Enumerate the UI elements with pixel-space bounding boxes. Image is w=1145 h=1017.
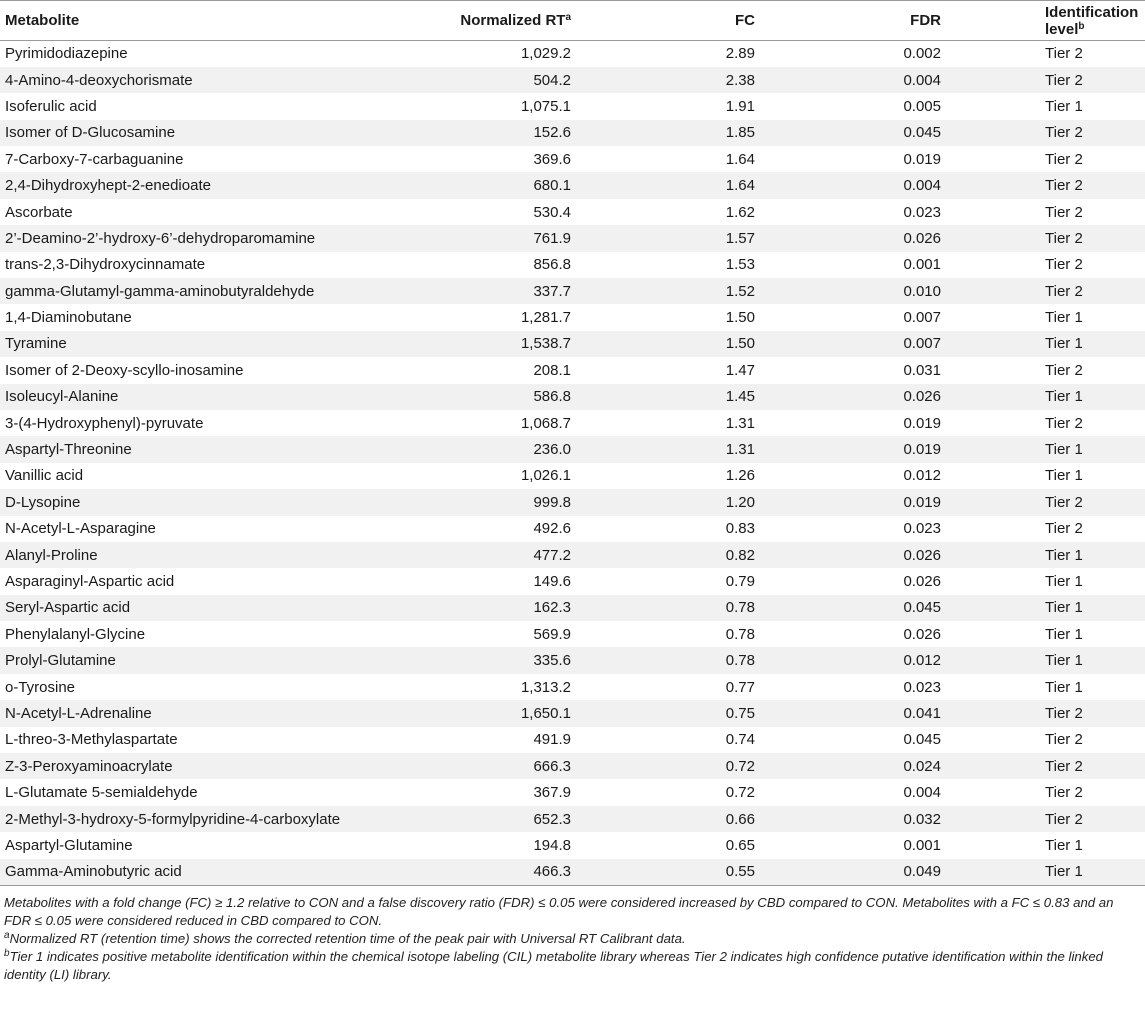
footnote-a: $^a$Normalized RT (retention time) shows the corrected retention time of the peak pair with Universal RT Calibrant data. — [4, 929, 686, 946]
cell-metabolite: 7-Carboxy-7-carbaguanine — [5, 150, 184, 168]
cell-metabolite: N-Acetyl-L-Asparagine — [5, 520, 156, 538]
cell-normalized-rt: 162.3 — [445, 595, 571, 621]
cell-fc: 1.50 — [725, 309, 755, 327]
cell-metabolite: Z-3-Peroxyaminoacrylate — [0, 753, 445, 779]
table-row — [0, 146, 1145, 172]
cell-fdr: 0.019 — [903, 150, 941, 168]
cell-metabolite: 3-(4-Hydroxyphenyl)-pyruvate — [5, 414, 204, 432]
cell-identification-level: Tier 2 — [1045, 414, 1083, 432]
cell-identification-level: Tier 2 — [1045, 520, 1083, 538]
cell-metabolite: Isomer of 2-Deoxy-scyllo-inosamine — [5, 361, 244, 379]
cell-normalized-rt: 466.3 — [445, 859, 571, 885]
cell-normalized-rt: 1,075.1 — [520, 97, 571, 115]
cell-metabolite: Isoleucyl-Alanine — [0, 384, 445, 410]
cell-fc: 0.66 — [571, 806, 755, 832]
table-row — [0, 859, 1145, 885]
cell-metabolite: Isomer of D-Glucosamine — [0, 120, 445, 146]
cell-fdr: 0.005 — [903, 97, 941, 115]
table-row — [0, 384, 1145, 410]
cell-fc: 1.57 — [571, 225, 755, 251]
cell-fdr: 0.012 — [755, 647, 941, 673]
cell-metabolite: gamma-Glutamyl-gamma-aminobutyraldehyde — [0, 278, 445, 304]
cell-fc: 1.20 — [571, 489, 755, 515]
cell-normalized-rt: 194.8 — [533, 836, 571, 854]
cell-metabolite: 2-Methyl-3-hydroxy-5-formylpyridine-4-carboxylate — [0, 806, 445, 832]
table-row — [0, 674, 1145, 700]
table-row — [0, 120, 1145, 146]
cell-normalized-rt: 652.3 — [445, 806, 571, 832]
cell-identification-level: Tier 1 — [1045, 625, 1083, 643]
cell-normalized-rt: 152.6 — [445, 120, 571, 146]
cell-normalized-rt: 680.1 — [445, 172, 571, 198]
cell-fdr: 0.045 — [903, 731, 941, 749]
cell-fdr: 0.032 — [755, 806, 941, 832]
table-row — [0, 331, 1145, 357]
cell-metabolite: Aspartyl-Glutamine — [5, 836, 133, 854]
cell-normalized-rt: 1,313.2 — [520, 678, 571, 696]
cell-fc: 1.64 — [571, 172, 755, 198]
cell-fc: 0.77 — [725, 678, 755, 696]
cell-identification-level: Tier 2 — [941, 753, 1145, 779]
cell-identification-level: Tier 2 — [1045, 731, 1083, 749]
cell-metabolite: L-threo-3-Methylaspartate — [5, 731, 178, 749]
cell-fdr: 0.023 — [903, 520, 941, 538]
cell-fdr: 0.023 — [903, 203, 941, 221]
cell-identification-level: Tier 1 — [1045, 467, 1083, 485]
cell-fdr: 0.019 — [755, 436, 941, 462]
table-row — [0, 463, 1145, 489]
cell-fc: 2.38 — [571, 67, 755, 93]
cell-fc: 1.53 — [725, 256, 755, 274]
cell-fdr: 0.019 — [903, 414, 941, 432]
table-row — [0, 727, 1145, 753]
cell-metabolite: 1,4-Diaminobutane — [5, 309, 132, 327]
cell-identification-level: Tier 1 — [1045, 309, 1083, 327]
cell-normalized-rt: 1,029.2 — [520, 45, 571, 63]
table-row — [0, 252, 1145, 278]
cell-metabolite: Seryl-Aspartic acid — [0, 595, 445, 621]
cell-normalized-rt: 1,026.1 — [520, 467, 571, 485]
cell-fc: 1.50 — [571, 331, 755, 357]
cell-identification-level: Tier 1 — [941, 436, 1145, 462]
cell-metabolite: Isoferulic acid — [5, 97, 97, 115]
cell-fdr: 0.026 — [755, 384, 941, 410]
cell-fdr: 0.045 — [755, 120, 941, 146]
cell-fdr: 0.004 — [755, 67, 941, 93]
table-row — [0, 436, 1145, 462]
cell-normalized-rt: 367.9 — [533, 784, 571, 802]
footnote-b: $^b$Tier 1 indicates positive metabolite identification within the chemical isotope labeling (CIL) metabolite library whereas Tier 2 indicates high confidence putative identification within the linked identity (LI) library. — [4, 947, 1104, 982]
cell-fdr: 0.023 — [903, 678, 941, 696]
table-body — [0, 41, 1145, 886]
cell-fdr: 0.026 — [903, 573, 941, 590]
cell-identification-level: Tier 2 — [941, 172, 1145, 198]
cell-identification-level: Tier 1 — [1045, 573, 1083, 590]
cell-fc: 0.74 — [725, 731, 755, 749]
table-row — [0, 700, 1145, 726]
cell-fc: 0.78 — [571, 647, 755, 673]
cell-fdr: 0.019 — [755, 489, 941, 515]
cell-normalized-rt: 477.2 — [445, 542, 571, 568]
footnote-main: Metabolites with a fold change (FC) ≥ 1.2 relative to CON and a false discovery ratio (FDR) ≤ 0.05 were considered increased by CBD compared to CON. Metabolites with a FC ≤ 0.83 and an FDR ≤ 0.05 were considered reduced in CBD compared to CON. — [4, 894, 1114, 928]
cell-fdr: 0.031 — [903, 361, 941, 379]
cell-fc: 1.85 — [571, 120, 755, 146]
header-metabolite: Metabolite — [0, 1, 445, 41]
cell-metabolite: Vanillic acid — [5, 467, 84, 485]
cell-fc: 0.78 — [725, 625, 755, 643]
cell-fdr: 0.026 — [755, 542, 941, 568]
cell-metabolite: Prolyl-Glutamine — [0, 647, 445, 673]
footnote-marker-a: a — [565, 12, 571, 23]
cell-fdr: 0.007 — [903, 309, 941, 327]
cell-identification-level: Tier 1 — [941, 384, 1145, 410]
table-row — [0, 647, 1145, 673]
cell-fc: 0.79 — [725, 573, 755, 590]
table-footnotes — [0, 894, 1145, 984]
table-row — [0, 199, 1145, 225]
cell-metabolite: Phenylalanyl-Glycine — [5, 625, 146, 643]
table-row — [0, 93, 1145, 119]
cell-fc: 0.55 — [571, 859, 755, 885]
cell-identification-level: Tier 2 — [1045, 361, 1083, 379]
cell-normalized-rt: 999.8 — [445, 489, 571, 515]
cell-fdr: 0.001 — [903, 256, 941, 274]
cell-fc: 0.78 — [571, 595, 755, 621]
cell-fc: 0.65 — [725, 836, 755, 854]
cell-identification-level: Tier 2 — [941, 67, 1145, 93]
cell-metabolite: Aspartyl-Threonine — [0, 436, 445, 462]
table-row — [0, 41, 1145, 67]
cell-identification-level: Tier 2 — [1045, 784, 1083, 802]
table-row — [0, 779, 1145, 805]
table-row — [0, 489, 1145, 515]
cell-normalized-rt: 369.6 — [533, 150, 571, 168]
cell-fc: 0.72 — [725, 784, 755, 802]
cell-metabolite: N-Acetyl-L-Adrenaline — [0, 700, 445, 726]
cell-fdr: 0.007 — [755, 331, 941, 357]
header-row — [0, 1, 1145, 41]
cell-fc: 0.72 — [571, 753, 755, 779]
cell-identification-level: Tier 2 — [941, 225, 1145, 251]
cell-identification-level: Tier 2 — [941, 489, 1145, 515]
cell-metabolite: L-Glutamate 5-semialdehyde — [5, 784, 198, 802]
cell-fc: 1.31 — [725, 414, 755, 432]
cell-fdr: 0.012 — [903, 467, 941, 485]
cell-fdr: 0.024 — [755, 753, 941, 779]
cell-metabolite: 2’-Deamino-2’-hydroxy-6’-dehydroparomamine — [0, 225, 445, 251]
cell-normalized-rt: 1,538.7 — [445, 331, 571, 357]
cell-fdr: 0.045 — [755, 595, 941, 621]
table-row — [0, 542, 1145, 568]
header-fdr: FDR — [755, 1, 941, 41]
cell-identification-level: Tier 1 — [941, 647, 1145, 673]
cell-fdr: 0.002 — [903, 45, 941, 63]
cell-fc: 1.47 — [725, 361, 755, 379]
cell-normalized-rt: 335.6 — [445, 647, 571, 673]
table-row — [0, 172, 1145, 198]
cell-identification-level: Tier 1 — [941, 595, 1145, 621]
cell-fc: 1.91 — [725, 97, 755, 115]
table-row — [0, 278, 1145, 304]
header-identification-level: Identification level$^b$ — [941, 1, 1145, 41]
cell-normalized-rt: 1,650.1 — [445, 700, 571, 726]
cell-normalized-rt: 149.6 — [533, 573, 571, 590]
cell-identification-level: Tier 2 — [941, 278, 1145, 304]
cell-normalized-rt: 491.9 — [533, 731, 571, 749]
cell-normalized-rt: 236.0 — [445, 436, 571, 462]
table-row — [0, 753, 1145, 779]
table-row — [0, 806, 1145, 832]
table-row — [0, 516, 1145, 542]
cell-fc: 1.45 — [571, 384, 755, 410]
cell-identification-level: Tier 1 — [941, 859, 1145, 885]
cell-normalized-rt: 1,068.7 — [520, 414, 571, 432]
cell-metabolite: 4-Amino-4-deoxychorismate — [0, 67, 445, 93]
table-row — [0, 225, 1145, 251]
cell-identification-level: Tier 2 — [941, 700, 1145, 726]
cell-identification-level: Tier 2 — [1045, 150, 1083, 168]
cell-normalized-rt: 492.6 — [533, 520, 571, 538]
cell-metabolite: Gamma-Aminobutyric acid — [0, 859, 445, 885]
cell-fdr: 0.026 — [903, 625, 941, 643]
cell-identification-level: Tier 2 — [1045, 45, 1083, 63]
cell-fdr: 0.001 — [903, 836, 941, 854]
header-normalized-rt: Normalized $RT^a$ — [445, 1, 571, 41]
cell-identification-level: Tier 2 — [1045, 256, 1083, 274]
cell-identification-level: Tier 1 — [941, 331, 1145, 357]
cell-metabolite: Asparaginyl-Aspartic acid — [5, 573, 175, 590]
table-row — [0, 67, 1145, 93]
cell-identification-level: Tier 2 — [941, 120, 1145, 146]
cell-normalized-rt: 530.4 — [533, 203, 571, 221]
cell-fc: 2.89 — [725, 45, 755, 63]
table-row — [0, 568, 1145, 594]
cell-fdr: 0.010 — [755, 278, 941, 304]
cell-normalized-rt: 208.1 — [533, 361, 571, 379]
cell-normalized-rt: 504.2 — [445, 67, 571, 93]
cell-identification-level: Tier 1 — [941, 542, 1145, 568]
cell-metabolite: o-Tyrosine — [5, 678, 76, 696]
cell-identification-level: Tier 1 — [1045, 678, 1083, 696]
cell-fc: 1.31 — [571, 436, 755, 462]
table-row — [0, 832, 1145, 858]
cell-fdr: 0.041 — [755, 700, 941, 726]
cell-identification-level: Tier 1 — [1045, 836, 1083, 854]
table-header — [0, 1, 1145, 41]
header-fc: FC — [571, 1, 755, 41]
cell-identification-level: Tier 1 — [1045, 97, 1083, 115]
cell-normalized-rt: 586.8 — [445, 384, 571, 410]
cell-metabolite: Ascorbate — [5, 203, 73, 221]
cell-metabolite: Tyramine — [0, 331, 445, 357]
table-row — [0, 410, 1145, 436]
table-row — [0, 621, 1145, 647]
cell-fdr: 0.004 — [903, 784, 941, 802]
cell-fdr: 0.004 — [755, 172, 941, 198]
cell-metabolite: trans-2,3-Dihydroxycinnamate — [5, 256, 206, 274]
cell-normalized-rt: 761.9 — [445, 225, 571, 251]
cell-fc: 0.83 — [725, 520, 755, 538]
cell-normalized-rt: 569.9 — [533, 625, 571, 643]
cell-normalized-rt: 856.8 — [533, 256, 571, 274]
table-row — [0, 595, 1145, 621]
cell-metabolite: Pyrimidodiazepine — [5, 45, 128, 63]
cell-fc: 0.75 — [571, 700, 755, 726]
cell-fc: 0.82 — [571, 542, 755, 568]
cell-metabolite: Alanyl-Proline — [0, 542, 445, 568]
cell-metabolite: D-Lysopine — [0, 489, 445, 515]
cell-fc: 1.52 — [571, 278, 755, 304]
table-row — [0, 304, 1145, 330]
cell-normalized-rt: 1,281.7 — [520, 309, 571, 327]
footnote-marker-b: b — [1078, 20, 1085, 32]
cell-normalized-rt: 337.7 — [445, 278, 571, 304]
cell-metabolite: 2,4-Dihydroxyhept-2-enedioate — [0, 172, 445, 198]
cell-normalized-rt: 666.3 — [445, 753, 571, 779]
cell-fc: 1.26 — [725, 467, 755, 485]
table-row — [0, 357, 1145, 383]
cell-fdr: 0.026 — [755, 225, 941, 251]
cell-identification-level: Tier 2 — [1045, 203, 1083, 221]
cell-identification-level: Tier 2 — [941, 806, 1145, 832]
cell-fc: 1.64 — [725, 150, 755, 168]
cell-fc: 1.62 — [725, 203, 755, 221]
cell-fdr: 0.049 — [755, 859, 941, 885]
